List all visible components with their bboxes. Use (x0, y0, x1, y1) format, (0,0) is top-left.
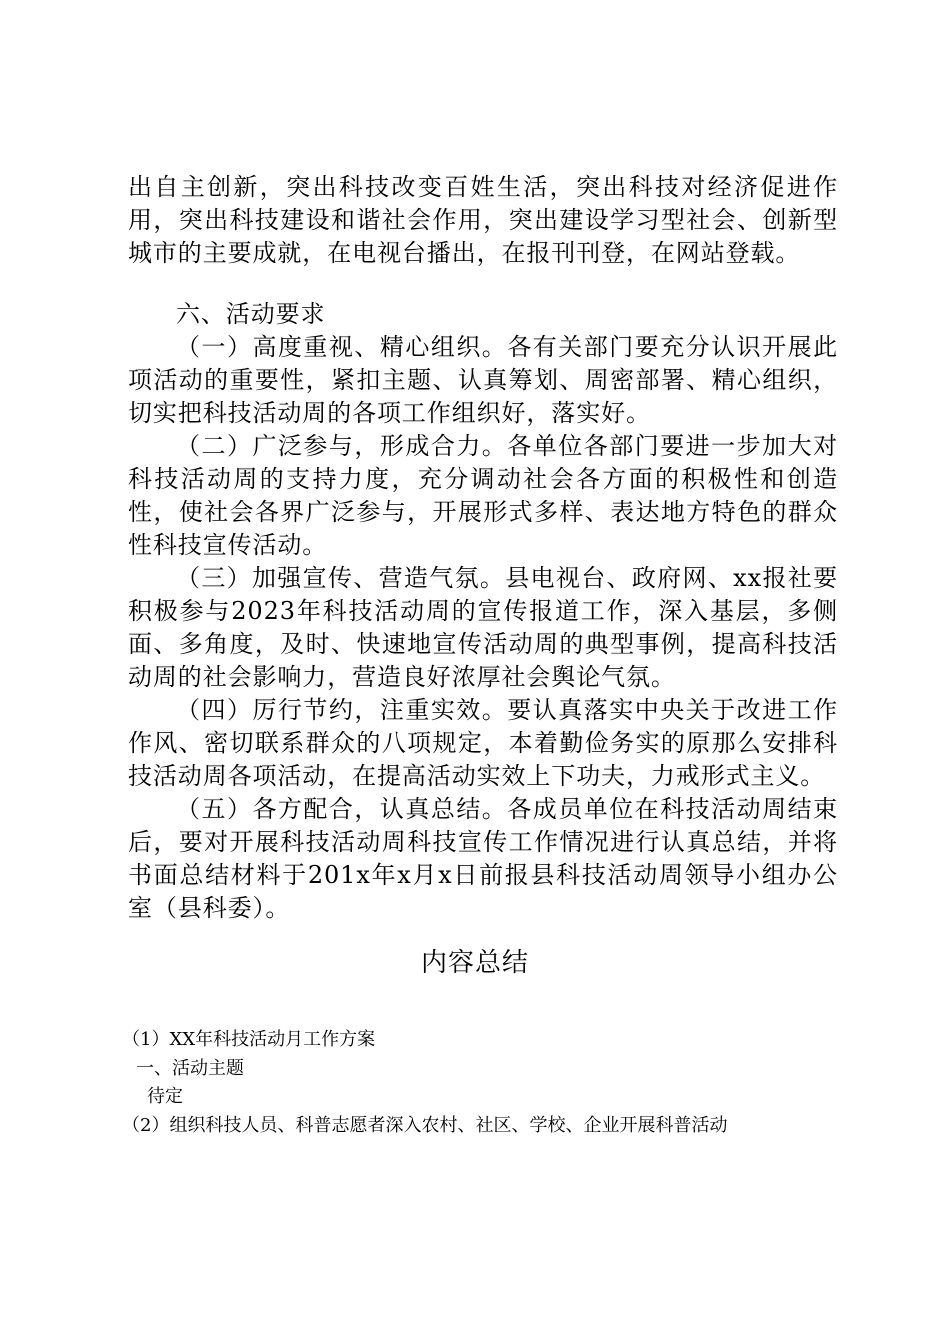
requirement-item-2: （二）广泛参与，形成合力。各单位各部门要进一步加大对科技活动周的支持力度，充分调动社会各方面的积极性和创造性，使社会各界广泛参与，开展形式多样、表达地方特色的群众性科技宣传活动。 (128, 432, 838, 559)
summary-title: 内容总结 (420, 948, 529, 978)
requirement-item-5: （五）各方配合，认真总结。各成员单位在科技活动周结束后，要对开展科技活动周科技宣传工作情况进行认真总结，并将书面总结材料于201x年x月x日前报县科技活动周领导小组办公室（县科委）。 (128, 795, 838, 922)
intro-paragraph: 出自主创新，突出科技改变百姓生活，突出科技对经济促进作用，突出科技建设和谐社会作用，突出建设学习型社会、创新型城市的主要成就，在电视台播出，在报刊刊登，在网站登载。 (128, 173, 838, 267)
requirement-item-3: （三）加强宣传、营造气氛。县电视台、政府网、xx报社要积极参与2023年科技活动周的宣传报道工作，深入基层，多侧面、多角度，及时、快速地宣传活动周的典型事例，提高科技活动周的社会影响力，营造良好浓厚社会舆论气氛。 (128, 564, 838, 691)
requirement-item-1: （一）高度重视、精心组织。各有关部门要充分认识开展此项活动的重要性，紧扣主题、认真筹划、周密部署、精心组织，切实把科技活动周的各项工作组织好，落实好。 (128, 333, 838, 427)
summary-list (122, 1026, 842, 1140)
summary-line-1: （1）XX年科技活动月工作方案 (122, 1029, 376, 1050)
summary-line-2: 一、活动主题 (136, 1057, 244, 1079)
requirement-item-4: （四）厉行节约，注重实效。要认真落实中央关于改进工作作风、密切联系群众的八项规定，本着勤俭务实的原那么安排科技活动周各项活动，在提高活动实效上下功夫，力戒形式主义。 (128, 696, 838, 790)
summary-line-3: 待定 (147, 1086, 183, 1107)
summary-line-4: （2）组织科技人员、科普志愿者深入农村、社区、学校、企业开展科普活动 (122, 1114, 728, 1136)
document-body (128, 171, 838, 925)
section-heading: 六、活动要求 (176, 300, 326, 328)
